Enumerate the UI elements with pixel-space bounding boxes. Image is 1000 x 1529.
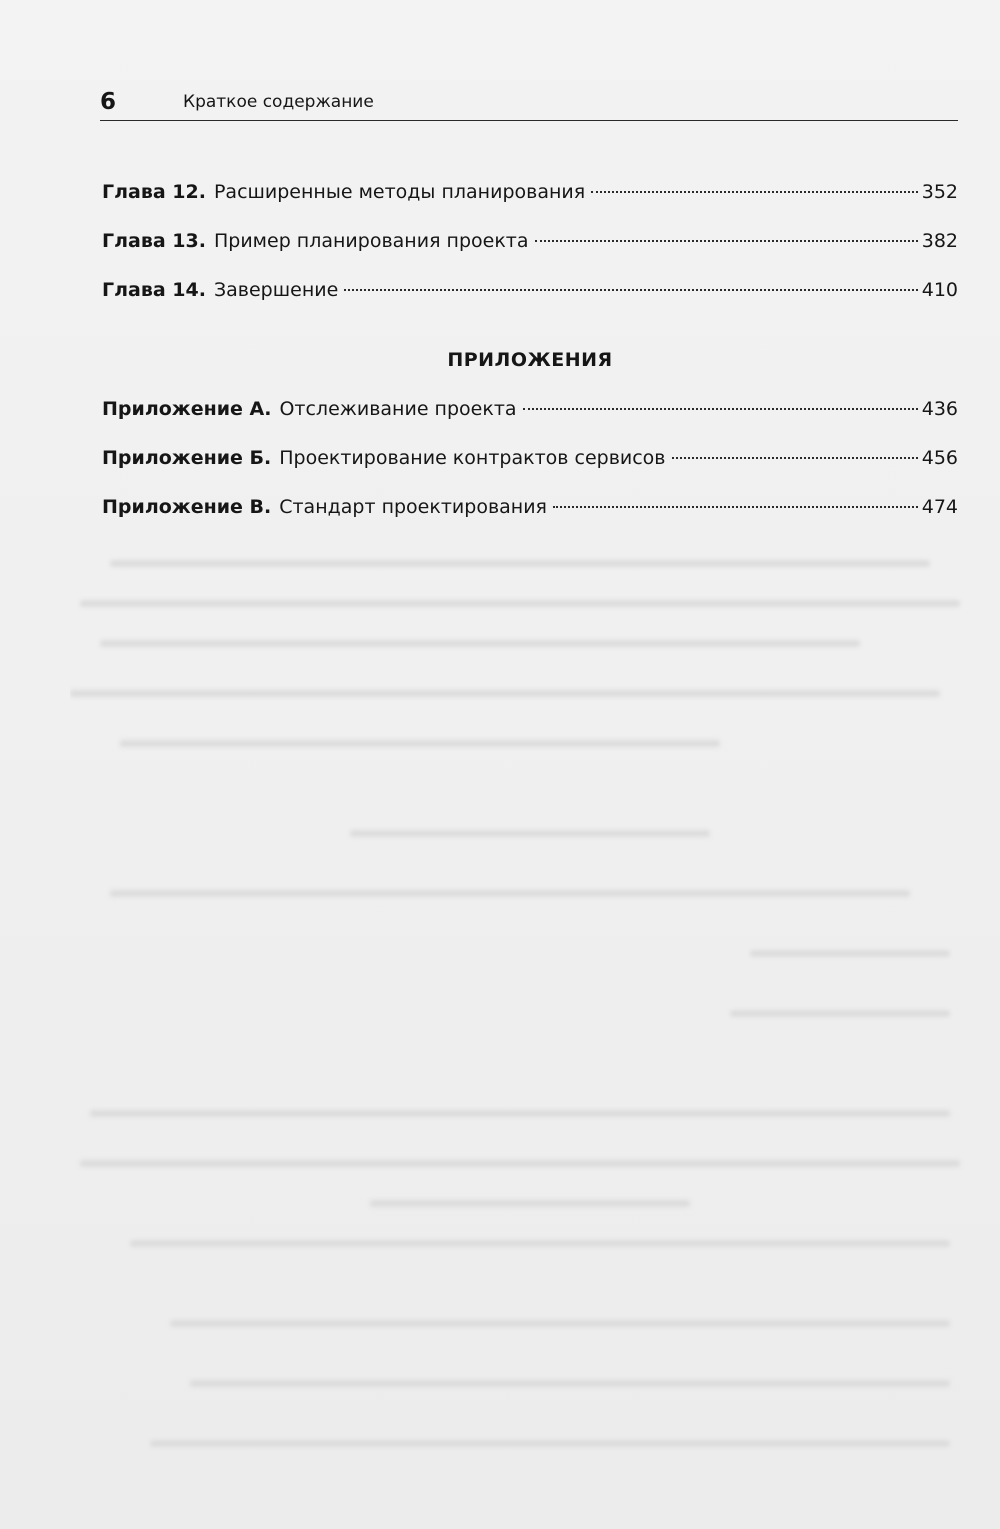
toc-entry-title: Проектирование контрактов сервисов <box>279 447 666 469</box>
toc-entry-appendix-b[interactable] <box>102 443 958 473</box>
running-title: Краткое содержание <box>183 92 374 112</box>
dot-leader <box>591 191 918 193</box>
dot-leader <box>523 408 918 410</box>
toc-entry-prefix: Глава 12. <box>102 181 206 203</box>
bleed-through-background <box>70 540 970 1500</box>
toc-entry-title: Отслеживание проекта <box>279 398 517 420</box>
toc-entry-page: 352 <box>921 181 958 203</box>
toc-entry-prefix: Глава 13. <box>102 230 206 252</box>
dot-leader <box>553 506 918 508</box>
page-header <box>100 88 958 121</box>
toc-entry-title: Расширенные методы планирования <box>213 181 586 203</box>
toc-entry-page: 436 <box>921 398 958 420</box>
toc-entry-appendix-a[interactable] <box>102 394 958 424</box>
toc-entry-chapter-13[interactable] <box>102 226 958 256</box>
toc-entry-page: 474 <box>921 496 958 518</box>
dot-leader <box>672 457 918 459</box>
toc-entry-appendix-c[interactable] <box>102 492 958 522</box>
toc-entry-title: Завершение <box>213 279 339 301</box>
page-number: 6 <box>100 89 117 115</box>
toc-entry-prefix: Приложение В. <box>102 496 272 518</box>
toc-entry-prefix: Глава 14. <box>102 279 206 301</box>
toc-entry-prefix: Приложение Б. <box>102 447 272 469</box>
toc-entry-title: Пример планирования проекта <box>213 230 529 252</box>
toc-entry-title: Стандарт проектирования <box>279 496 547 518</box>
toc-entry-page: 410 <box>921 279 958 301</box>
toc-entry-page: 456 <box>921 447 958 469</box>
toc-entry-page: 382 <box>921 230 958 252</box>
toc-entry-chapter-14[interactable] <box>102 275 958 305</box>
dot-leader <box>535 240 918 242</box>
toc-entry-chapter-12[interactable] <box>102 177 958 207</box>
appendices-heading: ПРИЛОЖЕНИЯ <box>447 349 613 371</box>
toc-entry-prefix: Приложение А. <box>102 398 272 420</box>
dot-leader <box>344 289 917 291</box>
